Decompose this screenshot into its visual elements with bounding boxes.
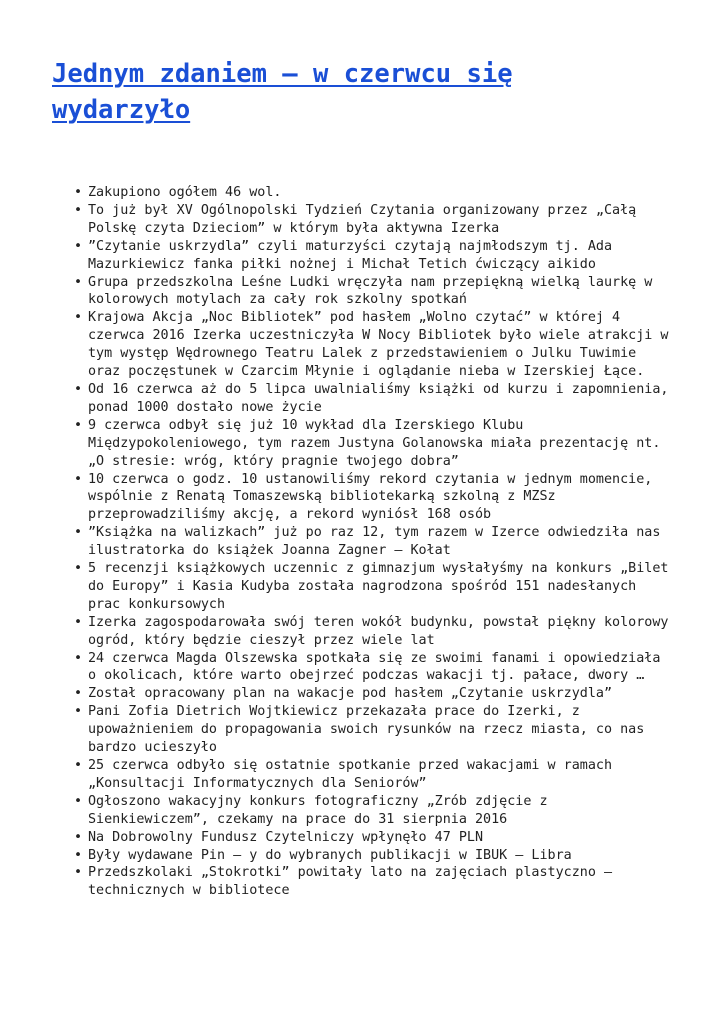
bullet-icon: • bbox=[74, 793, 83, 809]
list-item bbox=[70, 829, 690, 847]
list-item-text: Krajowa Akcja „Noc Bibliotek” pod hasłem „Wolno czytać” w której 4 czerwca 2016 Izerka uczestniczyła W Nocy Bibliotek było wiele atrakcji w tym występ Wędrownego Teatru Lalek z przedstawieniem o Julku Tuwimie oraz poczęstunek w Czarcim Młynie i oglądanie nieba w Izerskiej Łące. bbox=[88, 310, 669, 380]
bullet-icon: • bbox=[74, 185, 83, 200]
list-item bbox=[70, 650, 690, 686]
list-item-text: 25 czerwca odbyło się ostatnie spotkanie przed wakacjami w ramach „Konsultacji Informatycznych dla Seniorów” bbox=[88, 758, 613, 791]
article-title-link[interactable] bbox=[52, 59, 513, 125]
list-item bbox=[70, 793, 690, 829]
bullet-icon: • bbox=[74, 202, 83, 218]
list-item-text: To już był XV Ogólnopolski Tydzień Czytania organizowany przez „Całą Polskę czyta Dzieciom” w którym była aktywna Izerka bbox=[88, 202, 637, 236]
list-item bbox=[70, 238, 690, 274]
bullet-icon: • bbox=[74, 704, 83, 720]
list-item-text: 5 recenzji książkowych uczennic z gimnazjum wysłałyśmy na konkurs „Bilet do Europy” i Kasia Kudyba została nagrodzona spośród 151 nadesłanych prac konkursowych bbox=[88, 561, 669, 612]
list-item-text: Grupa przedszkolna Leśne Ludki wręczyła nam przepiękną wielką laurkę w kolorowych motylach za cały rok szkolny spotkań bbox=[88, 274, 653, 308]
list-item-text: ”Książka na walizkach” już po raz 12, tym razem w Izerce odwiedziła nas ilustratorka do książek Joanna Zagner – Kołat bbox=[88, 525, 661, 559]
bullet-icon: • bbox=[74, 310, 83, 326]
list-item-text: Pani Zofia Dietrich Wojtkiewicz przekazała prace do Izerki, z upoważnieniem do propagowania swoich rysunków na rzecz miasta, co nas bardzo ucieszyło bbox=[88, 704, 645, 756]
event-list bbox=[70, 184, 690, 900]
list-item-text: Ogłoszono wakacyjny konkurs fotograficzny „Zrób zdjęcie z Sienkiewiczem”, czekamy na prace do 31 sierpnia 2016 bbox=[88, 793, 548, 827]
list-item bbox=[70, 417, 690, 471]
bullet-icon: • bbox=[74, 650, 83, 666]
list-item-text: Został opracowany plan na wakacje pod hasłem „Czytanie uskrzydla” bbox=[88, 686, 613, 702]
list-item-text: Zakupiono ogółem 46 wol. bbox=[88, 185, 282, 200]
list-item bbox=[70, 757, 690, 793]
bullet-icon: • bbox=[74, 829, 83, 845]
article-title bbox=[52, 56, 652, 128]
list-item-text: 24 czerwca Magda Olszewska spotkała się ze swoimi fanami i opowiedziała o okolicach, które warto obejrzeć podczas wakacji tj. pałace, dwory … bbox=[88, 650, 661, 684]
bullet-icon: • bbox=[74, 417, 83, 433]
list-item bbox=[70, 309, 690, 381]
bullet-icon: • bbox=[74, 686, 83, 702]
bullet-icon: • bbox=[74, 471, 83, 487]
bullet-icon: • bbox=[74, 381, 83, 397]
list-item-text: 9 czerwca odbył się już 10 wykład dla Izerskiego Klubu Międzypokoleniowego, tym razem Justyna Golanowska miała prezentację nt. „O stresie: wróg, który pragnie twojego dobra” bbox=[88, 417, 661, 469]
bullet-icon: • bbox=[74, 847, 83, 863]
list-item bbox=[70, 685, 690, 703]
bullet-icon: • bbox=[74, 274, 83, 290]
list-item-text: Od 16 czerwca aż do 5 lipca uwalnialiśmy książki od kurzu i zapomnienia, ponad 1000 dostało nowe życie bbox=[88, 381, 669, 415]
list-item bbox=[70, 703, 690, 757]
list-item-text: Były wydawane Pin – y do wybranych publikacji w IBUK – Libra bbox=[88, 847, 572, 863]
title-line-2: wydarzyło bbox=[52, 95, 191, 125]
bullet-icon: • bbox=[74, 614, 83, 630]
list-item-text: Izerka zagospodarowała swój teren wokół budynku, powstał piękny kolorowy ogród, który będzie cieszył przez wiele lat bbox=[88, 614, 669, 648]
list-item bbox=[70, 560, 690, 614]
list-item bbox=[70, 614, 690, 650]
bullet-icon: • bbox=[74, 561, 83, 577]
list-item bbox=[70, 524, 690, 560]
list-item bbox=[70, 184, 690, 202]
bullet-icon: • bbox=[74, 525, 83, 541]
title-line-1: Jednym zdaniem – w czerwcu się bbox=[52, 59, 513, 89]
list-item-text: Na Dobrowolny Fundusz Czytelniczy wpłynęło 47 PLN bbox=[88, 829, 484, 845]
bullet-icon: • bbox=[74, 865, 83, 881]
list-item-text: Przedszkolaki „Stokrotki” powitały lato na zajęciach plastyczno – technicznych w bibliotece bbox=[88, 865, 613, 899]
list-item bbox=[70, 471, 690, 525]
list-item bbox=[70, 864, 690, 900]
list-item bbox=[70, 381, 690, 417]
bullet-icon: • bbox=[74, 758, 83, 773]
list-item bbox=[70, 202, 690, 238]
list-item-text: ”Czytanie uskrzydla” czyli maturzyści czytają najmłodszym tj. Ada Mazurkiewicz fanka piłki nożnej i Michał Tetich ćwiczący aikido bbox=[88, 238, 613, 272]
list-item-text: 10 czerwca o godz. 10 ustanowiliśmy rekord czytania w jednym momencie, wspólnie z Renatą Tomaszewską bibliotekarką szkolną z MZSz przeprowadziliśmy akcję, a rekord wyniósł 168 osób bbox=[88, 471, 653, 523]
bullet-icon: • bbox=[74, 238, 83, 254]
list-item bbox=[70, 274, 690, 310]
list-item bbox=[70, 847, 690, 865]
